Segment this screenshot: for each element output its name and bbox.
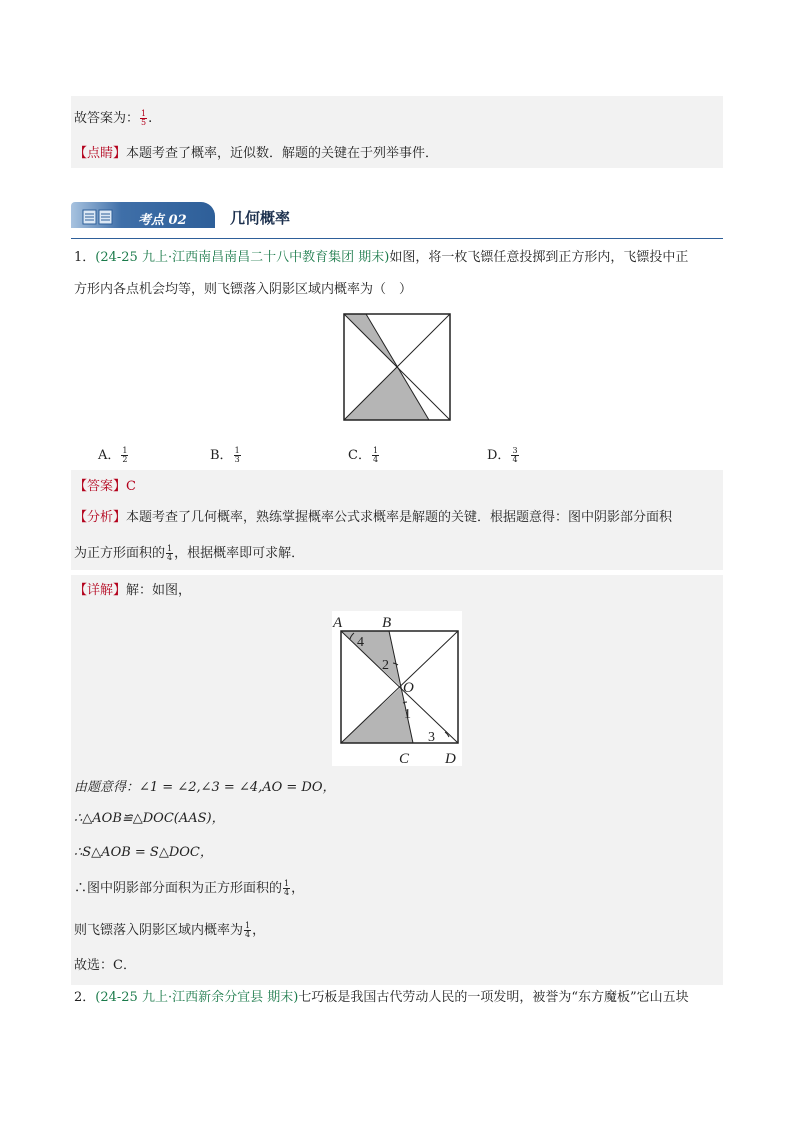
solution-figure xyxy=(332,611,462,766)
label-b: B xyxy=(382,615,392,631)
fraction: $\frac{1}{4}$ xyxy=(167,544,173,562)
label-c: C xyxy=(399,751,410,766)
answer-value: C xyxy=(126,479,136,494)
q2-line1: 2．(24-25 九上·江西新余分宜县 期末)七巧板是我国古代劳动人民的一项发明，被誉为“东方魔板”它山五块 xyxy=(74,990,689,1005)
detail-step6: 故选：C． xyxy=(74,958,136,973)
label-angle-3: 3 xyxy=(428,730,435,745)
fraction: $\frac{1}{4}$ xyxy=(245,921,251,939)
fraction: $\frac{1}{4}$ xyxy=(284,879,290,897)
q1-line2: 方形内各点机会均等，则飞镖落入阴影区域内概率为（ ） xyxy=(74,282,413,297)
q1-analysis-line1: 【分析】本题考查了几何概率，熟练掌握概率公式求概率是解题的关键．根据题意得：图中阴影部分面积 xyxy=(74,510,673,525)
label-o: O xyxy=(403,680,414,696)
fraction: $\frac{1}{5}$ xyxy=(141,109,147,127)
q1-detail-intro: 【详解】解：如图， xyxy=(74,583,192,598)
choice-c[interactable]: C． $\frac{1}{4}$ xyxy=(348,446,379,464)
section-title: 几何概率 xyxy=(230,209,291,227)
book-icon xyxy=(82,209,114,225)
detail-step4: ∴图中阴影部分面积为正方形面积的 $\frac{1}{4}$ ， xyxy=(74,879,305,897)
label-angle-2: 2 xyxy=(382,658,389,673)
choice-b[interactable]: B． $\frac{1}{3}$ xyxy=(210,446,240,464)
section-badge: 考点 02 xyxy=(138,213,187,228)
q1-line1: 1．(24-25 九上·江西南昌南昌二十八中教育集团 期末)如图，将一枚飞镖任意投掷到正方形内，飞镖投中正 xyxy=(74,250,689,265)
label-d: D xyxy=(445,751,456,766)
prev-answer-line: 故答案为： $\frac{1}{5}$ . xyxy=(74,109,153,127)
q1-source: (24-25 九上·江西南昌南昌二十八中教育集团 期末) xyxy=(95,250,390,265)
q2-source: (24-25 九上·江西新余分宜县 期末) xyxy=(95,990,299,1005)
detail-step5: 则飞镖落入阴影区域内概率为 $\frac{1}{4}$ ， xyxy=(74,921,266,939)
prev-point-line: 【点睛】本题考查了概率，近似数．解题的关键在于列举事件． xyxy=(74,146,439,161)
label-angle-4: 4 xyxy=(357,635,364,650)
detail-step1: 由题意得：∠1 = ∠2,∠3 = ∠4,AO = DO， xyxy=(74,780,336,795)
choice-d[interactable]: D． $\frac{3}{4}$ xyxy=(487,446,518,464)
label-a: A xyxy=(333,615,343,631)
label-angle-1: 1 xyxy=(404,707,411,722)
q1-analysis-line2: 为正方形面积的 $\frac{1}{4}$ ，根据概率即可求解． xyxy=(74,544,305,562)
q1-answer: 【答案】C xyxy=(74,479,136,494)
question-figure xyxy=(343,313,451,421)
detail-step2: ∴△AOB≌△DOC(AAS)， xyxy=(74,811,225,826)
section-divider xyxy=(71,238,723,239)
detail-step3: ∴S△AOB = S△DOC， xyxy=(74,845,213,860)
choice-a[interactable]: A． $\frac{1}{2}$ xyxy=(98,446,128,464)
point-tag: 【点睛】 xyxy=(74,146,127,161)
